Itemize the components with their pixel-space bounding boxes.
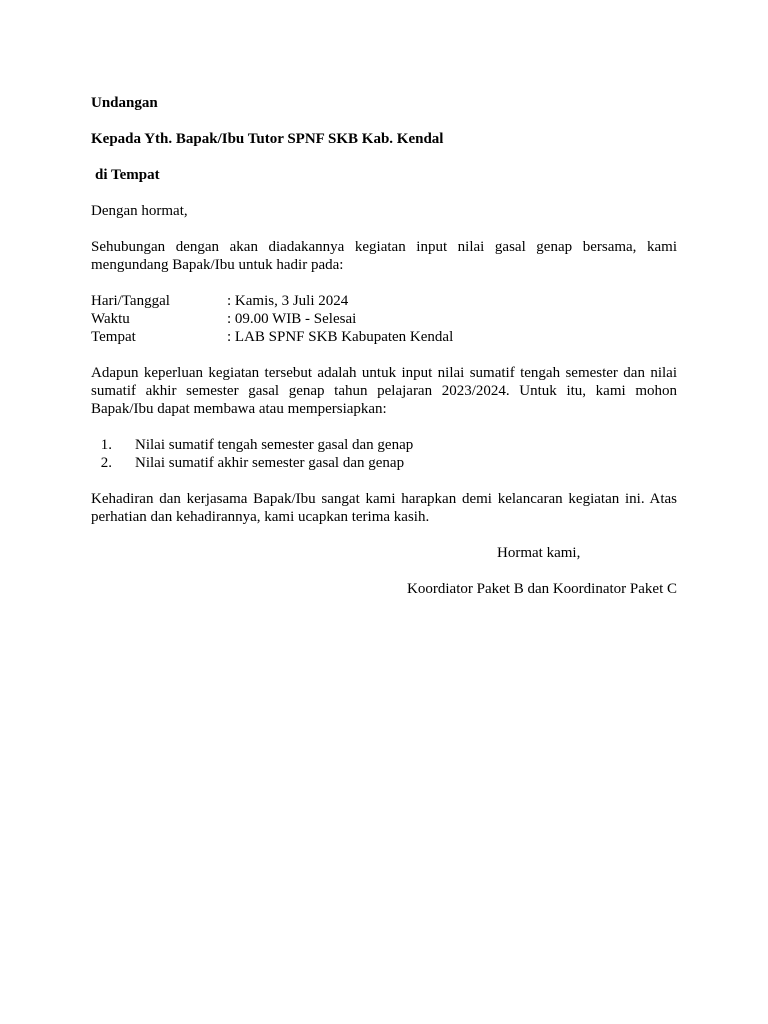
- detail-label: Tempat: [91, 329, 136, 345]
- spacer: [91, 148, 677, 166]
- letter-purpose: Adapun keperluan kegiatan tersebut adalah untuk input nilai sumatif tengah semester dan nilai sumatif akhir semester gasal genap tahun pelajaran 2023/2024. Untuk itu, kami mohon Bapak/Ibu dapat membawa atau mempersiapkan:: [91, 365, 677, 417]
- detail-value: : 09.00 WIB - Selesai: [227, 311, 357, 327]
- letter-greeting: Dengan hormat,: [91, 203, 188, 219]
- list-text: Nilai sumatif akhir semester gasal dan genap: [135, 455, 405, 471]
- spacer: [91, 220, 677, 238]
- list-number: 1.: [100, 437, 112, 453]
- letter-page: [91, 94, 677, 598]
- spacer: [91, 526, 677, 544]
- letter-intro: Sehubungan dengan akan diadakannya kegiatan input nilai gasal genap bersama, kami mengundang Bapak/Ibu untuk hadir pada:: [91, 239, 677, 273]
- letter-signature: Koordiator Paket B dan Koordinator Paket C: [407, 581, 677, 597]
- spacer: [91, 346, 677, 364]
- spacer: [91, 472, 677, 490]
- letter-closing-paragraph: Kehadiran dan kerjasama Bapak/Ibu sangat kami harapkan demi kelancaran kegiatan ini. Atas perhatian dan kehadirannya, kami ucapkan terima kasih.: [91, 491, 677, 525]
- event-details: [91, 292, 677, 346]
- requirements-list: [91, 436, 677, 472]
- list-item: [91, 436, 677, 454]
- detail-value: : Kamis, 3 Juli 2024: [227, 293, 349, 309]
- list-number: 2.: [100, 455, 112, 471]
- detail-label: Waktu: [91, 311, 130, 327]
- detail-value: : LAB SPNF SKB Kabupaten Kendal: [227, 329, 454, 345]
- letter-title: Undangan: [91, 95, 158, 111]
- detail-label: Hari/Tanggal: [91, 293, 170, 309]
- list-item: [91, 454, 677, 472]
- detail-row-time: [91, 310, 677, 328]
- spacer: [91, 418, 677, 436]
- detail-row-date: [91, 292, 677, 310]
- letter-recipient: Kepada Yth. Bapak/Ibu Tutor SPNF SKB Kab. Kendal: [91, 131, 444, 147]
- spacer: [91, 184, 677, 202]
- detail-row-place: [91, 328, 677, 346]
- letter-place: di Tempat: [95, 167, 160, 183]
- spacer: [91, 562, 677, 580]
- spacer: [91, 274, 677, 292]
- spacer: [91, 112, 677, 130]
- letter-closing: Hormat kami,: [497, 545, 581, 561]
- list-text: Nilai sumatif tengah semester gasal dan genap: [135, 437, 414, 453]
